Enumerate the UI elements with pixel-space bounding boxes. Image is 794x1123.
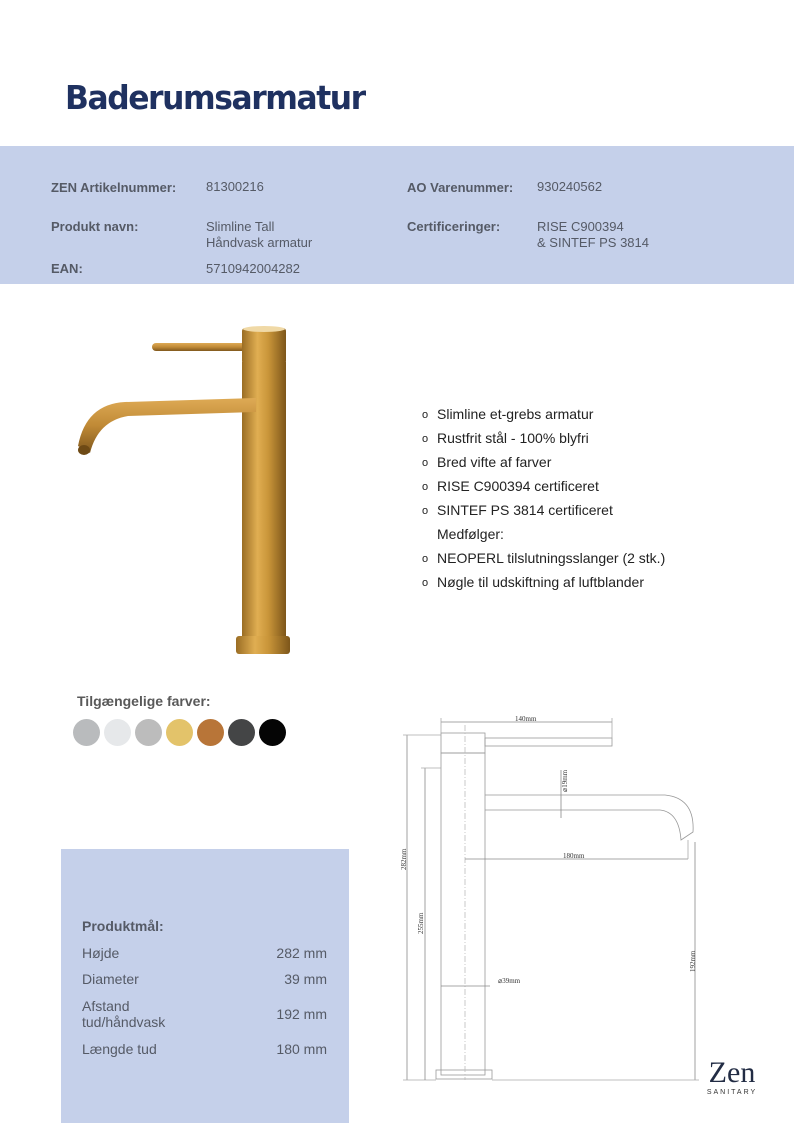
certification-line2: & SINTEF PS 3814 [537, 235, 649, 250]
color-swatch-white [104, 719, 131, 746]
product-name-line1: Slimline Tall [206, 219, 275, 234]
dimensions-heading: Produktmål: [82, 918, 164, 934]
color-swatch-copper [197, 719, 224, 746]
bullet-icon: o [422, 457, 429, 469]
color-swatch-black [259, 719, 286, 746]
zen-article-value: 81300216 [206, 179, 264, 194]
dim-label-180: 180mm [563, 852, 585, 860]
bullet-icon: o [422, 505, 429, 517]
dim-label-39: ⌀39mm [498, 977, 521, 985]
feature-item: o SINTEF PS 3814 certificeret [418, 499, 665, 523]
bullet-icon: o [422, 409, 429, 421]
dim-label-255: 255mm [417, 912, 425, 934]
product-name-label: Produkt navn: [51, 219, 139, 234]
ean-value: 5710942004282 [206, 261, 300, 276]
included-item: o Nøgle til udskiftning af luftblander [418, 571, 665, 595]
product-info-band [0, 146, 794, 284]
certification-line1: RISE C900394 [537, 219, 624, 234]
dim-label-282: 282mm [400, 848, 408, 870]
certification-label: Certificeringer: [407, 219, 501, 234]
color-swatch-brushed-steel [73, 719, 100, 746]
feature-item: o RISE C900394 certificeret [418, 475, 665, 499]
zen-sanitary-logo [700, 1058, 764, 1096]
bullet-icon: o [422, 577, 429, 589]
ao-number-label: AO Varenummer: [407, 180, 514, 195]
faucet-product-image [70, 318, 300, 663]
feature-item: o Slimline et-grebs armatur [418, 403, 665, 427]
dim-label-140: 140mm [515, 715, 537, 723]
logo-name: Zen [708, 1056, 756, 1089]
technical-drawing [395, 710, 705, 1085]
dim-label-19: ⌀19mm [561, 769, 569, 792]
bullet-icon: o [422, 553, 429, 565]
color-swatch-gunmetal [228, 719, 255, 746]
ao-number-value: 930240562 [537, 179, 603, 194]
ean-label: EAN: [51, 261, 83, 276]
page-title: Baderumsarmatur [65, 78, 365, 117]
available-colors-title: Tilgængelige farver: [77, 693, 211, 709]
zen-article-label: ZEN Artikelnummer: [51, 180, 177, 195]
included-item: o NEOPERL tilslutningsslanger (2 stk.) [418, 547, 665, 571]
bullet-icon: o [422, 433, 429, 445]
feature-list [418, 403, 665, 595]
feature-item: o Rustfrit stål - 100% blyfri [418, 427, 665, 451]
product-name-line2: Håndvask armatur [206, 235, 313, 250]
dim-label-192: 192mm [689, 950, 697, 972]
color-swatch-gold [166, 719, 193, 746]
product-dimensions-box: Produktmål: Højde 282 mm Diameter 39 mm Afstand tud/håndvask 192 mm Længde tud 180 mm [61, 849, 349, 1123]
feature-item: o Bred vifte af farver [418, 451, 665, 475]
logo-subtitle: SANITARY [706, 1089, 758, 1096]
included-label: Medfølger: [437, 526, 504, 542]
bullet-icon: o [422, 481, 429, 493]
color-swatch-silver [135, 719, 162, 746]
